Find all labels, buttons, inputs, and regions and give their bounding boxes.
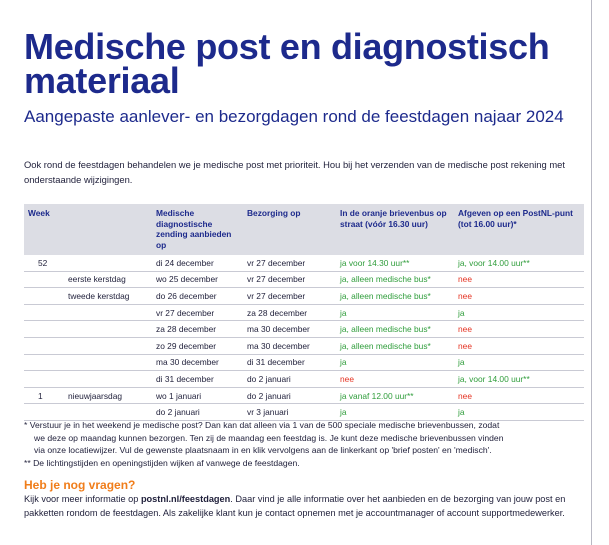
- cell-postnl: nee: [454, 321, 584, 338]
- cell-offer: do 26 december: [152, 288, 243, 305]
- header-delivery: Bezorging op: [247, 208, 301, 218]
- cell-delivery: vr 27 december: [243, 288, 336, 305]
- cell-offer: do 2 januari: [152, 404, 243, 421]
- cell-offer: zo 29 december: [152, 337, 243, 354]
- cell-mailbox: ja, alleen medische bus*: [336, 288, 454, 305]
- cell-delivery: vr 27 december: [243, 271, 336, 288]
- cell-week: 52: [24, 255, 64, 271]
- cell-holiday: [64, 404, 152, 421]
- table-row: [24, 354, 584, 371]
- cell-delivery: za 28 december: [243, 304, 336, 321]
- cell-mailbox: ja vanaf 12.00 uur**: [336, 387, 454, 404]
- page-edge-line: [591, 0, 592, 545]
- schedule-table: [24, 204, 584, 421]
- table-body: [24, 255, 584, 420]
- contact-heading: Heb je nog vragen?: [24, 478, 136, 492]
- cell-offer: di 24 december: [152, 255, 243, 271]
- cell-postnl: nee: [454, 271, 584, 288]
- cell-holiday: [64, 304, 152, 321]
- cell-mailbox: ja, alleen medische bus*: [336, 337, 454, 354]
- cell-mailbox: ja: [336, 404, 454, 421]
- cell-mailbox: ja: [336, 304, 454, 321]
- footnote-1-line-1: * Verstuur je in het weekend je medische post? Dan kan dat alleen via 1 van de 500 speciale medische brievenbussen, zodat: [24, 420, 500, 430]
- cell-mailbox: ja voor 14.30 uur**: [336, 255, 454, 271]
- cell-postnl: nee: [454, 288, 584, 305]
- cell-delivery: ma 30 december: [243, 321, 336, 338]
- cell-offer: wo 25 december: [152, 271, 243, 288]
- cell-delivery: ma 30 december: [243, 337, 336, 354]
- contact-text: [24, 493, 584, 520]
- cell-postnl: ja: [454, 354, 584, 371]
- cell-holiday: [64, 371, 152, 388]
- table-row: [24, 387, 584, 404]
- cell-week: [24, 321, 64, 338]
- cell-holiday: [64, 255, 152, 271]
- table-row: [24, 321, 584, 338]
- footnotes: [24, 419, 584, 469]
- table-row: [24, 404, 584, 421]
- header-mailbox: In de oranje brievenbus op straat (vóór 16.30 uur): [340, 208, 447, 229]
- cell-holiday: [64, 354, 152, 371]
- cell-postnl: ja, voor 14.00 uur**: [454, 255, 584, 271]
- header-offer: Medische diagnostische zending aanbieden op: [156, 208, 232, 250]
- cell-offer: wo 1 januari: [152, 387, 243, 404]
- header-postnl: Afgeven op een PostNL-punt (tot 16.00 uur)*: [458, 208, 573, 229]
- cell-holiday: [64, 321, 152, 338]
- cell-week: 1: [24, 387, 64, 404]
- cell-holiday: [64, 337, 152, 354]
- table-row: [24, 255, 584, 271]
- cell-week: [24, 371, 64, 388]
- cell-week: [24, 271, 64, 288]
- header-week: Week: [28, 208, 50, 218]
- table-header-row: [24, 204, 584, 255]
- footnote-1-line-3: via onze locatiewijzer. Vul de gewenste plaatsnaam in en klik vervolgens aan de linkerkant op 'brief posten' en 'medisch'.: [34, 445, 492, 456]
- table-row: [24, 337, 584, 354]
- cell-delivery: do 2 januari: [243, 371, 336, 388]
- intro-text: Ook rond de feestdagen behandelen we je medische post met prioriteit. Hou bij het verzenden van de medische post rekening met onderstaande wijzigingen.: [24, 159, 565, 185]
- table-row: [24, 288, 584, 305]
- cell-mailbox: nee: [336, 371, 454, 388]
- cell-mailbox: ja, alleen medische bus*: [336, 271, 454, 288]
- cell-week: [24, 354, 64, 371]
- cell-holiday: nieuwjaarsdag: [64, 387, 152, 404]
- cell-postnl: ja: [454, 304, 584, 321]
- footnote-1-line-2: we deze op maandag kunnen bezorgen. Ten zij de maandag een feestdag is. Je kunt deze medische brievenbussen vinden: [34, 432, 504, 443]
- table-row: [24, 304, 584, 321]
- contact-text-after: . Daar vind je alle informatie over het aanbieden en de bezorging van jouw post en pakketten rondom de feestdagen. Als zakelijke klant kun je contact opnemen met je accountmanager of account supportmedewerker.: [24, 494, 566, 518]
- cell-postnl: ja, voor 14.00 uur**: [454, 371, 584, 388]
- page-subtitle: Aangepaste aanlever- en bezorgdagen rond de feestdagen najaar 2024: [24, 107, 564, 126]
- cell-offer: za 28 december: [152, 321, 243, 338]
- table-row: [24, 271, 584, 288]
- contact-text-before: Kijk voor meer informatie op: [24, 494, 141, 504]
- cell-mailbox: ja, alleen medische bus*: [336, 321, 454, 338]
- cell-mailbox: ja: [336, 354, 454, 371]
- cell-offer: ma 30 december: [152, 354, 243, 371]
- cell-postnl: ja: [454, 404, 584, 421]
- cell-week: [24, 304, 64, 321]
- cell-week: [24, 337, 64, 354]
- cell-delivery: vr 27 december: [243, 255, 336, 271]
- cell-delivery: do 2 januari: [243, 387, 336, 404]
- cell-week: [24, 288, 64, 305]
- header-holiday: [64, 204, 152, 255]
- cell-offer: di 31 december: [152, 371, 243, 388]
- table-row: [24, 371, 584, 388]
- cell-delivery: vr 3 januari: [243, 404, 336, 421]
- cell-postnl: nee: [454, 387, 584, 404]
- footnote-2: ** De lichtingstijden en openingstijden wijken af vanwege de feestdagen.: [24, 457, 300, 468]
- contact-link[interactable]: postnl.nl/feestdagen: [140, 494, 231, 504]
- page-title: Medische post en diagnostisch materiaal: [24, 26, 550, 101]
- cell-delivery: di 31 december: [243, 354, 336, 371]
- cell-offer: vr 27 december: [152, 304, 243, 321]
- cell-postnl: nee: [454, 337, 584, 354]
- cell-holiday: eerste kerstdag: [64, 271, 152, 288]
- cell-week: [24, 404, 64, 421]
- cell-holiday: tweede kerstdag: [64, 288, 152, 305]
